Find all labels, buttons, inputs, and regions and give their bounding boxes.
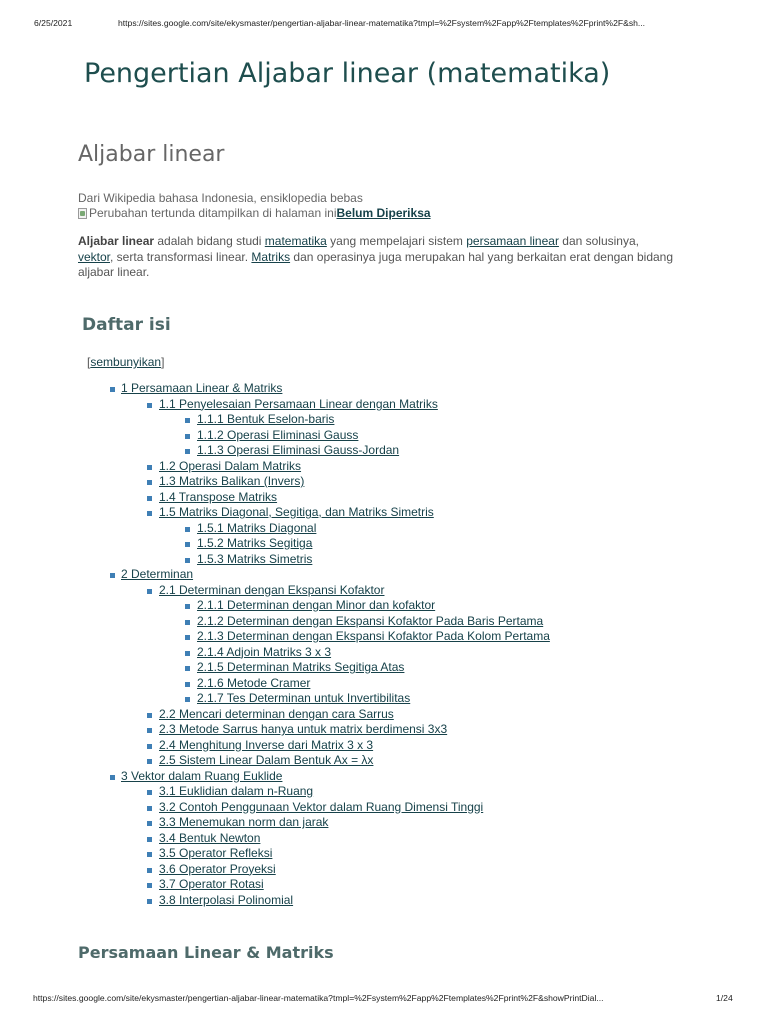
square-bullet-icon <box>185 558 190 563</box>
toc-item <box>0 660 768 676</box>
toc-link[interactable]: 1.1 Penyelesaian Persamaan Linear dengan Matriks <box>159 396 438 411</box>
square-bullet-icon <box>147 868 152 873</box>
intro-text-4: , serta transformasi linear. <box>110 249 252 264</box>
toc-bracket-close: ] <box>161 355 165 369</box>
toc-link[interactable]: 2.1.6 Metode Cramer <box>197 675 311 690</box>
pending-alt-text: Perubahan tertunda ditampilkan di halaman ini <box>89 206 337 220</box>
toc-item <box>0 443 768 459</box>
toc-link[interactable]: 3 Vektor dalam Ruang Euklide <box>121 768 283 783</box>
link-persamaan-linear[interactable]: persamaan linear <box>466 234 559 248</box>
toc-item <box>0 598 768 614</box>
toc-link[interactable]: 2.4 Menghitung Inverse dari Matrix 3 x 3 <box>159 737 374 752</box>
square-bullet-icon <box>185 418 190 423</box>
square-bullet-icon <box>185 527 190 532</box>
toc-toggle <box>87 355 164 369</box>
toc-link[interactable]: 3.4 Bentuk Newton <box>159 830 261 845</box>
square-bullet-icon <box>147 728 152 733</box>
toc-link[interactable]: 2.1.1 Determinan dengan Minor dan kofaktor <box>197 598 436 612</box>
toc-link[interactable]: 2.1.5 Determinan Matriks Segitiga Atas <box>197 660 405 674</box>
toc-item <box>0 567 768 583</box>
square-bullet-icon <box>147 589 152 594</box>
square-bullet-icon <box>185 651 190 656</box>
intro-paragraph <box>78 234 678 281</box>
print-date: 6/25/2021 <box>34 18 73 28</box>
square-bullet-icon <box>185 635 190 640</box>
broken-image-icon <box>78 208 87 219</box>
site-title: Pengertian Aljabar linear (matematika) <box>84 58 611 89</box>
toc-item <box>0 753 768 769</box>
toc-item <box>0 738 768 754</box>
square-bullet-icon <box>147 821 152 826</box>
hide-toc-link[interactable]: sembunyikan <box>90 355 162 369</box>
toc-item <box>0 505 768 521</box>
square-bullet-icon <box>185 449 190 454</box>
link-matriks[interactable]: Matriks <box>251 249 291 264</box>
unreviewed-link[interactable]: Belum Diperiksa <box>336 206 431 220</box>
toc-item <box>0 707 768 723</box>
toc-item <box>0 536 768 552</box>
square-bullet-icon <box>147 837 152 842</box>
toc-item <box>0 815 768 831</box>
toc-item <box>0 722 768 738</box>
toc-link[interactable]: 2.5 Sistem Linear Dalam Bentuk Ax = λx <box>159 753 374 767</box>
toc-item <box>0 893 768 909</box>
toc-link[interactable]: 2.1 Determinan dengan Ekspansi Kofaktor <box>159 582 385 597</box>
toc-item <box>0 784 768 800</box>
toc-item <box>0 676 768 692</box>
square-bullet-icon <box>147 899 152 904</box>
square-bullet-icon <box>185 542 190 547</box>
toc-link[interactable]: 1.2 Operasi Dalam Matriks <box>159 458 302 473</box>
toc-item <box>0 691 768 707</box>
square-bullet-icon <box>147 883 152 888</box>
toc-item <box>0 862 768 878</box>
square-bullet-icon <box>147 465 152 470</box>
toc-item <box>0 846 768 862</box>
section-heading: Persamaan Linear & Matriks <box>78 943 334 962</box>
square-bullet-icon <box>147 790 152 795</box>
toc-link[interactable]: 2.1.7 Tes Determinan untuk Invertibilitas <box>197 691 411 705</box>
square-bullet-icon <box>147 480 152 485</box>
link-matematika[interactable]: matematika <box>264 234 327 248</box>
toc-link[interactable]: 1.1.3 Operasi Eliminasi Gauss-Jordan <box>197 443 400 457</box>
toc-link[interactable]: 1.5 Matriks Diagonal, Segitiga, dan Matriks Simetris <box>159 505 434 519</box>
toc-link[interactable]: 2.3 Metode Sarrus hanya untuk matrix berdimensi 3x3 <box>159 722 448 736</box>
link-vektor[interactable]: vektor <box>78 249 111 264</box>
square-bullet-icon <box>110 387 115 392</box>
toc-item <box>0 831 768 847</box>
toc-link[interactable]: 1.5.1 Matriks Diagonal <box>197 520 317 535</box>
square-bullet-icon <box>185 620 190 625</box>
square-bullet-icon <box>147 511 152 516</box>
toc-link[interactable]: 1 Persamaan Linear & Matriks <box>121 381 283 395</box>
intro-text-3: dan solusinya, <box>558 234 639 248</box>
tagline: Dari Wikipedia bahasa Indonesia, ensiklopedia bebas <box>78 191 363 205</box>
table-of-contents <box>0 381 768 908</box>
toc-title: Daftar isi <box>82 315 171 335</box>
toc-item <box>0 381 768 397</box>
toc-link[interactable]: 1.3 Matriks Balikan (Invers) <box>159 474 305 488</box>
footer-url: https://sites.google.com/site/ekysmaster/pengertian-aljabar-linear-matematika?tmpl=%2Fsystem%2Fapp%2Ftemplates%2Fprint%2F&showPrintDial... <box>33 993 604 1003</box>
toc-item <box>0 412 768 428</box>
square-bullet-icon <box>110 775 115 780</box>
toc-link[interactable]: 1.1.2 Operasi Eliminasi Gauss <box>197 427 359 442</box>
toc-item <box>0 583 768 599</box>
toc-link[interactable]: 3.1 Euklidian dalam n-Ruang <box>159 784 314 798</box>
toc-item <box>0 877 768 893</box>
square-bullet-icon <box>185 697 190 702</box>
toc-item <box>0 474 768 490</box>
intro-text-2: yang mempelajari sistem <box>326 234 467 248</box>
toc-item <box>0 521 768 537</box>
toc-link[interactable]: 3.7 Operator Rotasi <box>159 877 264 891</box>
intro-text-5: dan operasinya juga merupakan hal yang berkaitan erat dengan bidang aljabar linear. <box>78 249 674 279</box>
square-bullet-icon <box>185 604 190 609</box>
intro-text-1: adalah bidang studi <box>154 234 265 248</box>
toc-link[interactable]: 1.1.1 Bentuk Eselon-baris <box>197 412 335 426</box>
square-bullet-icon <box>147 403 152 408</box>
toc-item <box>0 645 768 661</box>
square-bullet-icon <box>185 666 190 671</box>
toc-item <box>0 459 768 475</box>
toc-item <box>0 629 768 645</box>
print-url: https://sites.google.com/site/ekysmaster/pengertian-aljabar-linear-matematika?tmpl=%2Fsystem%2Fapp%2Ftemplates%2Fprint%2F&sh... <box>118 18 646 28</box>
toc-item <box>0 397 768 413</box>
toc-link[interactable]: 1.4 Transpose Matriks <box>159 489 278 504</box>
square-bullet-icon <box>147 744 152 749</box>
toc-link[interactable]: 2.1.3 Determinan dengan Ekspansi Kofaktor Pada Kolom Pertama <box>197 629 550 643</box>
square-bullet-icon <box>185 434 190 439</box>
square-bullet-icon <box>147 496 152 501</box>
toc-link[interactable]: 1.5.2 Matriks Segitiga <box>197 536 313 550</box>
toc-link[interactable]: 1.5.3 Matriks Simetris <box>197 551 313 566</box>
toc-link[interactable]: 2.1.4 Adjoin Matriks 3 x 3 <box>197 644 332 659</box>
toc-item <box>0 552 768 568</box>
toc-item <box>0 614 768 630</box>
toc-item <box>0 490 768 506</box>
page-heading: Aljabar linear <box>78 142 225 167</box>
toc-link[interactable]: 2.2 Mencari determinan dengan cara Sarrus <box>159 706 394 721</box>
square-bullet-icon <box>147 806 152 811</box>
square-bullet-icon <box>147 759 152 764</box>
square-bullet-icon <box>147 713 152 718</box>
toc-item <box>0 769 768 785</box>
toc-link[interactable]: 3.5 Operator Refleksi <box>159 846 273 860</box>
square-bullet-icon <box>147 852 152 857</box>
toc-link[interactable]: 3.2 Contoh Penggunaan Vektor dalam Ruang Dimensi Tinggi <box>159 799 484 814</box>
intro-term: Aljabar linear <box>78 234 155 248</box>
toc-link[interactable]: 2.1.2 Determinan dengan Ekspansi Kofaktor Pada Baris Pertama <box>197 613 544 628</box>
square-bullet-icon <box>185 682 190 687</box>
toc-link[interactable]: 3.8 Interpolasi Polinomial <box>159 892 294 907</box>
toc-item <box>0 428 768 444</box>
toc-link[interactable]: 3.3 Menemukan norm dan jarak <box>159 815 329 829</box>
toc-item <box>0 800 768 816</box>
toc-link[interactable]: 3.6 Operator Proyeksi <box>159 861 276 876</box>
toc-bracket-open: [ <box>87 355 91 369</box>
toc-link[interactable]: 2 Determinan <box>121 567 194 581</box>
pending-changes-notice <box>78 206 431 220</box>
page-number: 1/24 <box>716 993 733 1003</box>
square-bullet-icon <box>110 573 115 578</box>
